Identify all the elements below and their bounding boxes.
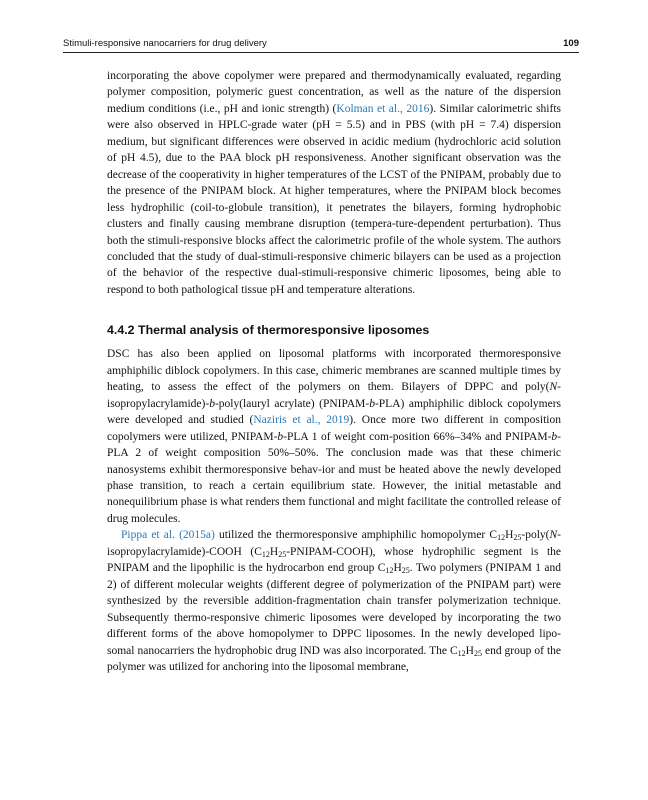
paragraph: DSC has also been applied on liposomal platforms with incorporated thermoresponsive amphiphilic diblock copolymers. In this case, chimeric membranes are scanned multiple times by heating, to assess the effect of the polymers on them. Bilayers of DPPC and poly(N-isopropylacrylamide)-b-poly(lauryl acrylate) (PNIPAM-b-PLA) amphiphilic diblock copolymers were developed and studied (Naziris et al., 2019). Once more two different in composition copolymers were utilized, PNIPAM-b-PLA 1 of weight com-position 66%–34% and PNIPAM-b-PLA 2 of weight composition 50%–50%. The conclusion made was that these chimeric nanosystems exhibit thermoresponsive behav-ior and must be heated above the newly developed phase transition, to reach a certain equilibrium state. However, the initial metastable and nonequilibrium phase is what renders them functional and might facilitate the controlled release of drug molecules. [107, 348, 562, 525]
running-header [63, 38, 579, 49]
citation-link[interactable]: Kolman et al., 2016 [336, 102, 430, 115]
running-title: Stimuli-responsive nanocarriers for drug delivery [63, 38, 267, 49]
page-number: 109 [563, 38, 579, 49]
header-rule [63, 52, 579, 53]
body-text [107, 68, 561, 675]
paragraph-continued: incorporating the above copolymer were prepared and thermodynamically evaluated, regarding polymer composition, polymeric guest concentration, as well as the nature of the dispersion medium conditions (i.e., pH and ionic strength) (Kolman et al., 2016). Similar calorimetric shifts were also observed in HPLC-grade water (pH = 5.5) and in PBS (with pH = 7.4) dispersion medium, but significant differences were observed in acidic medium (hydrochloric acid solution of pH 4.5), due to the PAA block pH responsiveness. Another significant observation was the decrease of the cooperativity in higher temperatures of the LCST of the PNIPAM, probably due to the presence of the PNIPAM block. At higher temperatures, where the PNIPAM block becomes less hydrophilic (coil-to-globule transition), it penetrates the bilayers, forming hydrophobic clusters and finally causing membrane disruption (tempera-ture-dependent perturbation). Thus both the stimuli-responsive blocks affect the calorimetric profile of the whole system. The authors concluded that the study of dual-stimuli-responsive chimeric bilayers can be used as a projection of the behavior of the respective dual-stimuli-responsive chimeric liposomes, being able to respond to both pathological tissue pH and temperature alterations. [107, 70, 561, 296]
citation-link[interactable]: Pippa et al. (2015a) [121, 529, 215, 542]
paragraph: Pippa et al. (2015a) utilized the thermoresponsive amphiphilic homopolymer $C_{12}H_{25}-poly(N-isopropylacrylamide)$-COOH $(C_{12}H_{25}-PNIPAM-COOH)$, whose hydrophilic segment is the PNIPAM and the lipophilic is the hydrocarbon end group $C_{12}H_{25}$. Two polymers (PNIPAM 1 and 2) of different molecular weights (different degree of polymerization of the PNIPAM part) were synthesized by the reversible addition-fragmentation chain transfer polymerization technique. Subsequently thermo-responsive chimeric liposomes were developed by incorporating the two different forms of the above homopolymer to DPPC liposomes. In the newly developed lipo-somal nanocarriers the hydrophobic drug IND was also incorporated. The $C_{12}H_{25}$ end group of the polymer was utilized for anchoring into the liposomal membrane, [107, 529, 562, 673]
section-number: 4.4.2 [107, 323, 135, 338]
section-title: Thermal analysis of thermoresponsive liposomes [138, 323, 430, 338]
citation-link[interactable]: Naziris et al., 2019 [253, 414, 350, 427]
section-heading [107, 322, 561, 338]
